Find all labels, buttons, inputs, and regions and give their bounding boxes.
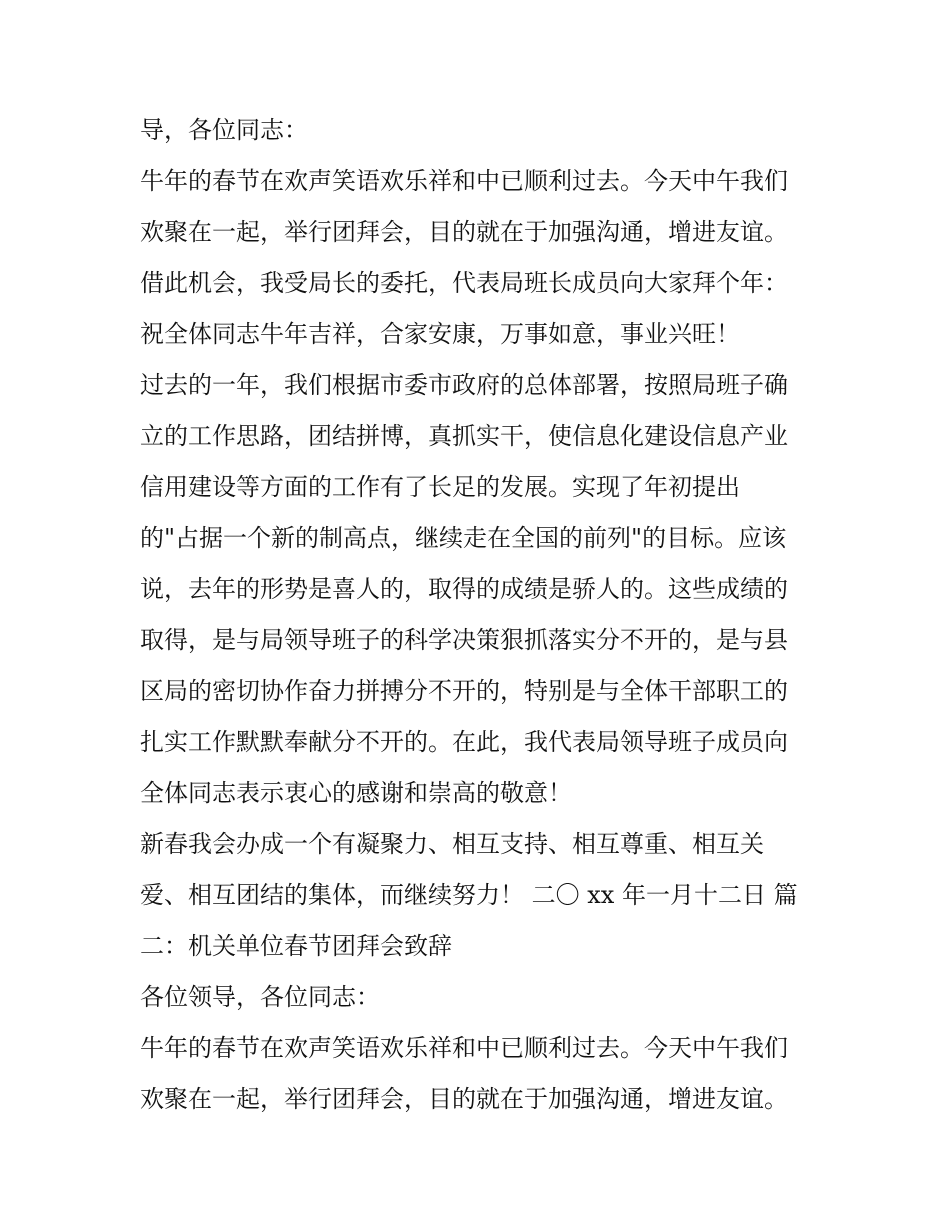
text-line: 全体同志表示衷心的感谢和崇高的敬意！ [140, 779, 572, 807]
text-line: 牛年的春节在欢声笑语欢乐祥和中已顺利过去。今天中午我们 [140, 167, 788, 195]
text-line: 借此机会，我受局长的委托，代表局班长成员向大家拜个年： [140, 269, 788, 297]
text-line: 过去的一年，我们根据市委市政府的总体部署，按照局班子确 [140, 371, 788, 399]
text-line: 欢聚在一起，举行团拜会，目的就在于加强沟通，增进友谊。 [140, 1085, 788, 1113]
text-line: 扎实工作默默奉献分不开的。在此，我代表局领导班子成员向 [140, 728, 788, 756]
text-line: 导，各位同志： [140, 116, 308, 144]
text-line: 祝全体同志牛年吉祥，合家安康，万事如意，事业兴旺！ [140, 320, 740, 348]
text-line: 区局的密切协作奋力拼搏分不开的，特别是与全体干部职工的 [140, 677, 788, 705]
text-line: 牛年的春节在欢声笑语欢乐祥和中已顺利过去。今天中午我们 [140, 1034, 788, 1062]
text-line: 爱、相互团结的集体，而继续努力！ 二〇 xx 年一月十二日 篇 [140, 881, 798, 909]
text-line: 欢聚在一起，举行团拜会，目的就在于加强沟通，增进友谊。 [140, 218, 788, 246]
document-body [140, 105, 820, 1125]
text-line: 立的工作思路，团结拼博，真抓实干，使信息化建设信息产业 [140, 422, 788, 450]
text-line: 二：机关单位春节团拜会致辞 [140, 932, 452, 960]
text-line: 新春我会办成一个有凝聚力、相互支持、相互尊重、相互关 [140, 830, 764, 858]
text-line: 各位领导，各位同志： [140, 983, 380, 1011]
text-line: 信用建设等方面的工作有了长足的发展。实现了年初提出 [140, 473, 740, 501]
text-line: 说，去年的形势是喜人的，取得的成绩是骄人的。这些成绩的 [140, 575, 788, 603]
text-line: 取得，是与局领导班子的科学决策狠抓落实分不开的，是与县 [140, 626, 788, 654]
text-line: 的"占据一个新的制高点，继续走在全国的前列"的目标。应该 [140, 524, 787, 552]
